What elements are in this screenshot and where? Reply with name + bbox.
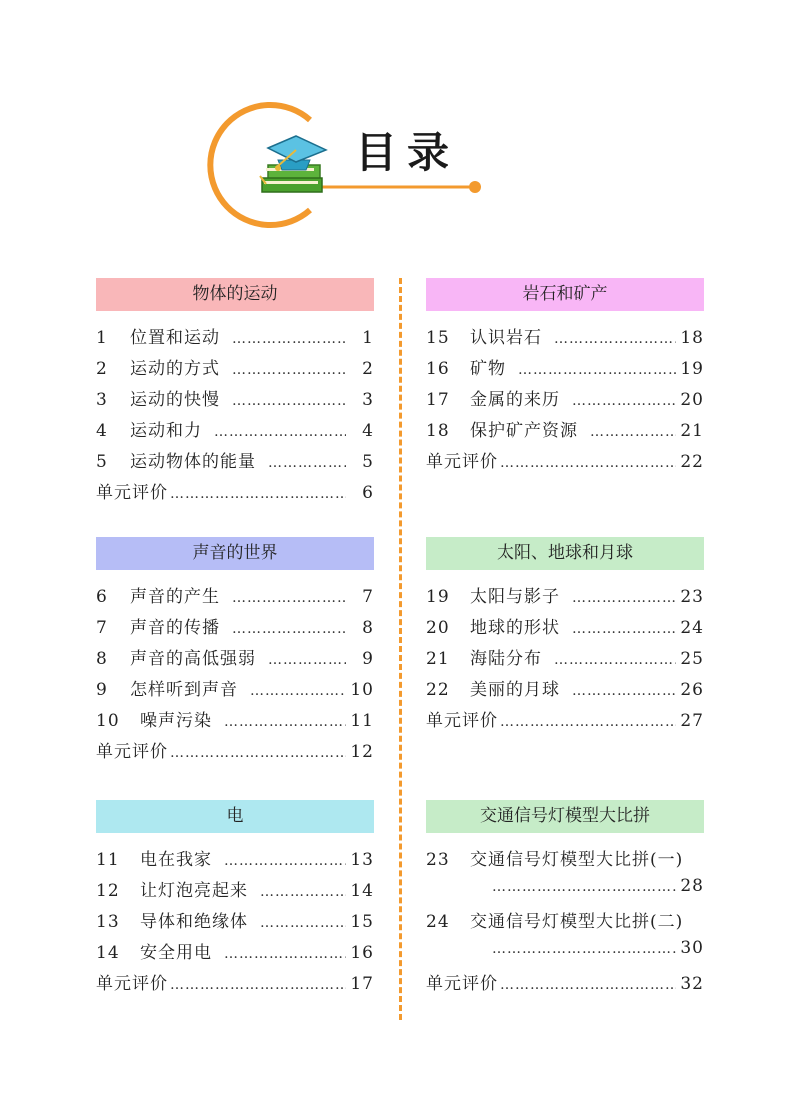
toc-entry-continuation[interactable]: [426, 938, 704, 969]
toc-entry[interactable]: [96, 447, 374, 478]
entry-number: 3: [96, 390, 108, 410]
section-electricity: [96, 800, 374, 1000]
leader-dots: [232, 362, 346, 378]
entry-number: 13: [96, 912, 120, 932]
entry-number: 17: [426, 390, 450, 410]
leader-dots: [232, 590, 346, 606]
entry-title: 声音的传播: [130, 618, 220, 638]
unit-review-entry[interactable]: [96, 969, 374, 1000]
entry-title: 太阳与影子: [470, 587, 560, 607]
entry-page: 17: [350, 974, 374, 994]
unit-review-entry[interactable]: [426, 447, 704, 478]
toc-entry[interactable]: [96, 416, 374, 447]
entry-title: 声音的高低强弱: [130, 649, 256, 669]
entry-page: 18: [680, 328, 704, 348]
leader-dots: [232, 621, 346, 637]
entry-title: 声音的产生: [130, 587, 220, 607]
entry-title: 运动和力: [130, 421, 202, 441]
unit-review-entry[interactable]: [96, 737, 374, 768]
entry-page: 23: [680, 587, 704, 607]
section-sound: [96, 537, 374, 768]
entry-number: 15: [426, 328, 450, 348]
toc-entry[interactable]: [96, 323, 374, 354]
toc-header: [0, 0, 800, 240]
toc-entry[interactable]: [96, 907, 374, 938]
entry-title: 位置和运动: [130, 328, 220, 348]
leader-dots: [232, 393, 346, 409]
entry-page: 20: [680, 390, 704, 410]
toc-entry[interactable]: [96, 876, 374, 907]
entry-page: 6: [362, 483, 374, 503]
entry-page: 11: [350, 711, 374, 731]
toc-entry[interactable]: [426, 845, 704, 876]
entry-title: 运动物体的能量: [130, 452, 256, 472]
section-motion: [96, 278, 374, 509]
entry-page: 8: [362, 618, 374, 638]
toc-entry[interactable]: [96, 582, 374, 613]
entry-number: 5: [96, 452, 108, 472]
entry-number: 20: [426, 618, 450, 638]
entry-page: 28: [680, 876, 704, 896]
entry-page: 14: [350, 881, 374, 901]
toc-entry[interactable]: [426, 385, 704, 416]
toc-entry[interactable]: [96, 385, 374, 416]
entry-number: 21: [426, 649, 450, 669]
toc-entry[interactable]: [96, 845, 374, 876]
entry-title: 交通信号灯模型大比拼(二): [470, 912, 684, 932]
entry-title: 运动的快慢: [130, 390, 220, 410]
entry-number: 10: [96, 711, 120, 731]
leader-dots: [500, 977, 676, 993]
leader-dots: [170, 745, 346, 761]
leader-dots: [500, 714, 676, 730]
entry-number: 12: [96, 881, 120, 901]
page-title: 目录: [355, 128, 460, 177]
toc-entry[interactable]: [96, 644, 374, 675]
entry-page: 32: [680, 974, 704, 994]
entry-page: 3: [362, 390, 374, 410]
entry-title: 导体和绝缘体: [140, 912, 248, 932]
entry-number: 6: [96, 587, 108, 607]
leader-dots: [554, 652, 676, 668]
entry-page: 22: [680, 452, 704, 472]
review-label: 单元评价: [96, 974, 168, 994]
unit-review-entry[interactable]: [426, 706, 704, 737]
entry-title: 认识岩石: [470, 328, 542, 348]
entry-number: 8: [96, 649, 108, 669]
entry-title: 矿物: [470, 359, 506, 379]
leader-dots: [224, 714, 346, 730]
entry-page: 12: [350, 742, 374, 762]
toc-entry[interactable]: [96, 613, 374, 644]
entry-title: 噪声污染: [140, 711, 212, 731]
entry-title: 交通信号灯模型大比拼(一): [470, 850, 684, 870]
entry-page: 2: [362, 359, 374, 379]
entry-number: 11: [96, 850, 120, 870]
entry-number: 9: [96, 680, 108, 700]
section-header: 声音的世界: [96, 537, 374, 570]
toc-entry[interactable]: [96, 706, 374, 737]
entry-title: 美丽的月球: [470, 680, 560, 700]
entry-page: 5: [362, 452, 374, 472]
entry-number: 1: [96, 328, 108, 348]
leader-dots: [250, 683, 346, 699]
entry-page: 7: [362, 587, 374, 607]
review-label: 单元评价: [426, 974, 498, 994]
entry-page: 15: [350, 912, 374, 932]
entry-number: 23: [426, 850, 450, 870]
header-graphic: [0, 0, 800, 240]
leader-dots: [268, 455, 346, 471]
entry-number: 7: [96, 618, 108, 638]
toc-entry-continuation[interactable]: [426, 876, 704, 907]
review-label: 单元评价: [426, 452, 498, 472]
leader-dots: [590, 424, 676, 440]
entry-title: 地球的形状: [470, 618, 560, 638]
entry-number: 22: [426, 680, 450, 700]
toc-entry[interactable]: [96, 675, 374, 706]
section-rocks: [426, 278, 704, 478]
entry-number: 14: [96, 943, 120, 963]
toc-entry[interactable]: [426, 354, 704, 385]
entry-title: 安全用电: [140, 943, 212, 963]
entry-page: 19: [680, 359, 704, 379]
entry-title: 怎样听到声音: [130, 680, 238, 700]
leader-dots: [224, 853, 346, 869]
toc-entry[interactable]: [426, 675, 704, 706]
leader-dots: [232, 331, 346, 347]
leader-dots: [500, 455, 676, 471]
entry-page: 13: [350, 850, 374, 870]
entry-page: 1: [362, 328, 374, 348]
leader-dots: [572, 621, 676, 637]
leader-dots: [492, 879, 676, 895]
review-label: 单元评价: [96, 483, 168, 503]
entry-number: 24: [426, 912, 450, 932]
leader-dots: [260, 915, 346, 931]
column-divider: [399, 278, 402, 1020]
entry-page: 16: [350, 943, 374, 963]
entry-page: 25: [680, 649, 704, 669]
entry-title: 运动的方式: [130, 359, 220, 379]
leader-dots: [268, 652, 346, 668]
entry-page: 9: [362, 649, 374, 669]
entry-title: 金属的来历: [470, 390, 560, 410]
toc-entry[interactable]: [426, 323, 704, 354]
toc-entry[interactable]: [426, 582, 704, 613]
leader-dots: [572, 393, 676, 409]
entry-title: 让灯泡亮起来: [140, 881, 248, 901]
leader-dots: [554, 331, 676, 347]
toc-entry[interactable]: [426, 613, 704, 644]
toc-entry[interactable]: [426, 416, 704, 447]
toc-entry[interactable]: [96, 354, 374, 385]
review-label: 单元评价: [96, 742, 168, 762]
section-header: 太阳、地球和月球: [426, 537, 704, 570]
section-header: 电: [96, 800, 374, 833]
leader-dots: [170, 977, 346, 993]
entry-title: 海陆分布: [470, 649, 542, 669]
entry-page: 10: [350, 680, 374, 700]
unit-review-entry[interactable]: [426, 969, 704, 1000]
entry-page: 30: [680, 938, 704, 958]
entry-number: 2: [96, 359, 108, 379]
leader-dots: [170, 486, 346, 502]
review-label: 单元评价: [426, 711, 498, 731]
graduation-book-icon: [260, 136, 326, 192]
leader-dots: [224, 946, 346, 962]
section-header: 岩石和矿产: [426, 278, 704, 311]
toc-entry[interactable]: [426, 644, 704, 675]
entry-number: 19: [426, 587, 450, 607]
title-underline-dot: [469, 181, 481, 193]
entry-page: 4: [362, 421, 374, 441]
section-sun-earth-moon: [426, 537, 704, 737]
leader-dots: [572, 683, 676, 699]
leader-dots: [260, 884, 346, 900]
entry-title: 电在我家: [140, 850, 212, 870]
entry-page: 21: [680, 421, 704, 441]
leader-dots: [214, 424, 346, 440]
leader-dots: [518, 362, 676, 378]
entry-number: 18: [426, 421, 450, 441]
leader-dots: [492, 941, 676, 957]
entry-title: 保护矿产资源: [470, 421, 578, 441]
entry-number: 16: [426, 359, 450, 379]
section-header: 交通信号灯模型大比拼: [426, 800, 704, 833]
toc-entry[interactable]: [96, 938, 374, 969]
section-traffic-light-contest: [426, 800, 704, 1000]
section-header: 物体的运动: [96, 278, 374, 311]
entry-page: 26: [680, 680, 704, 700]
unit-review-entry[interactable]: [96, 478, 374, 509]
entry-page: 24: [680, 618, 704, 638]
leader-dots: [572, 590, 676, 606]
entry-number: 4: [96, 421, 108, 441]
entry-page: 27: [680, 711, 704, 731]
toc-entry[interactable]: [426, 907, 704, 938]
